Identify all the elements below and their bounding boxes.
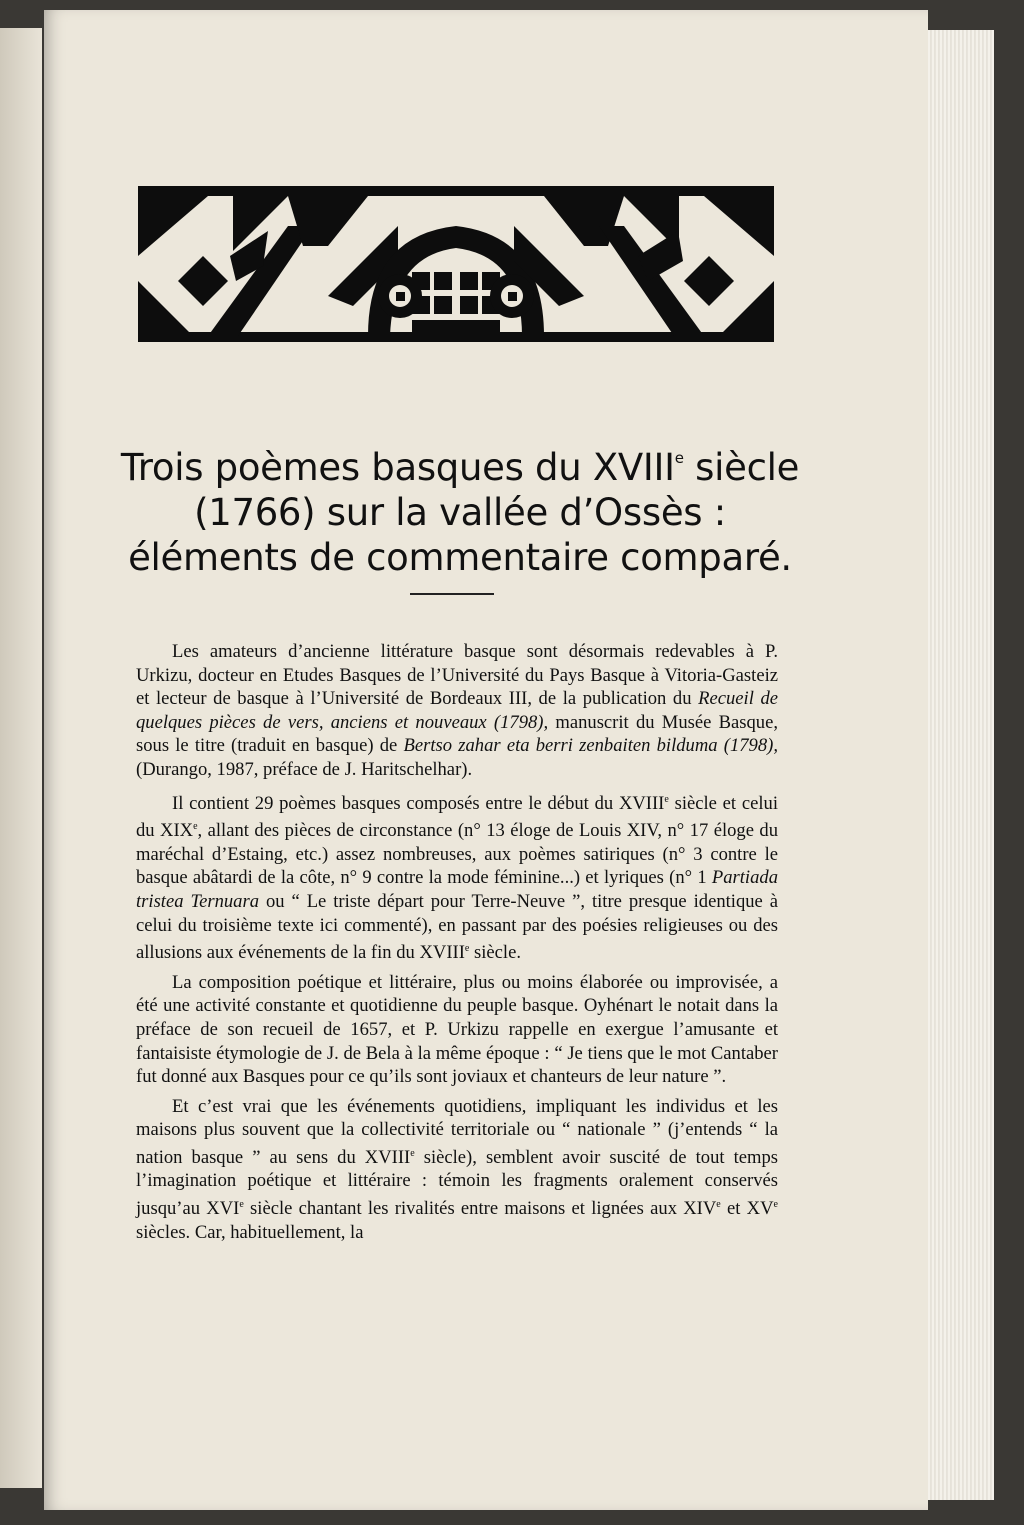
- text-run: Les amateurs d’ancienne littérature basque sont désormais redevables à P. Urkizu, docteur en Etudes Basques de l’Université du Pays Basque à Vitoria-Gasteiz et lecteur de basque à l’Université de Bordeaux III, de la publication du: [136, 641, 778, 710]
- basque-frieze-ornament-icon: [138, 186, 774, 342]
- superscript: e: [716, 1199, 721, 1211]
- superscript: e: [239, 1199, 244, 1211]
- body-paragraph: [136, 1095, 778, 1245]
- title-line-2: (1766) sur la vallée d’Ossès :: [194, 491, 726, 534]
- text-run: siècle.: [469, 942, 521, 964]
- superscript: e: [410, 1147, 415, 1159]
- text-run: siècle et celui du XIX: [136, 792, 778, 842]
- text-run: siècle), semblent avoir suscité de tout temps l’imagination poétique et littéraire : témoin les fragments oralement conservés jusqu’au XVI: [136, 1146, 778, 1220]
- text-run: siècles. Car, habituellement, la: [136, 1221, 364, 1243]
- superscript: e: [664, 793, 669, 805]
- body-paragraph: [136, 788, 778, 965]
- superscript: e: [464, 943, 470, 955]
- italic-title: Bertso zahar eta berri zenbaiten bilduma (1798),: [403, 735, 778, 757]
- text-run: (Durango, 1987, préface de J. Haritschelhar).: [136, 758, 473, 780]
- text-run: ou “ Le triste départ pour Terre-Neuve ”, titre presque identique à celui du troisième texte ici commenté), en passant par des poésies religieuses ou des allusions aux événements de la fin du XVIII: [136, 890, 778, 964]
- page-stack-edge: [928, 30, 994, 1500]
- italic-title: Partiada tristea Ternuara: [136, 867, 778, 912]
- text-run: siècle chantant les rivalités entre maisons et lignées aux XIV: [243, 1198, 717, 1220]
- superscript: e: [193, 821, 198, 833]
- article-title: [120, 436, 800, 580]
- title-line-3: éléments de commentaire comparé.: [128, 536, 792, 579]
- title-divider: [410, 593, 494, 595]
- text-run: et XV: [720, 1198, 774, 1220]
- text-run: Et c’est vrai que les événements quotidiens, impliquant les individus et les maisons plus souvent que la collectivité territoriale ou “ nationale ” (j’entends “ la nation basque ” au sens du XVIII: [136, 1095, 778, 1168]
- title-line-1: Trois poèmes basques du XVIIIe siècle: [120, 446, 800, 489]
- superscript: e: [773, 1199, 778, 1211]
- text-run: La composition poétique et littéraire, plus ou moins élaborée ou improvisée, a été une activité constante et quotidienne du peuple basque. Oyhénart le notait dans la préface de son recueil de 1657, et P. Urkizu rappelle en exergue l’amusante et fantaisiste étymologie de J. de Bela à la même époque : “ Je tiens que le mot Cantaber fut donné aux Basques pour ce qu’ils sont joviaux et chanteurs de leur nature ”.: [136, 971, 778, 1088]
- italic-title: Recueil de quelques pièces de vers, anciens et nouveaux (1798),: [136, 688, 778, 733]
- left-page-edge: [0, 28, 42, 1488]
- body-paragraph: [136, 640, 778, 782]
- text-run: , allant des pièces de circonstance (n° 13 éloge de Louis XIV, n° 17 éloge du maréchal d’Estaing, etc.) assez nombreuses, aux poèmes satiriques (n° 3 contre le basque abâtardi de la côte, n° 9 contre la mode féminine...) et lyriques (n° 1: [136, 820, 778, 889]
- body-paragraph: [136, 971, 778, 1089]
- article-body: [136, 640, 778, 1250]
- text-run: Il contient 29 poèmes basques composés entre le début du XVIII: [172, 792, 665, 814]
- text-run: manuscrit du Musée Basque, sous le titre (traduit en basque) de: [136, 711, 778, 757]
